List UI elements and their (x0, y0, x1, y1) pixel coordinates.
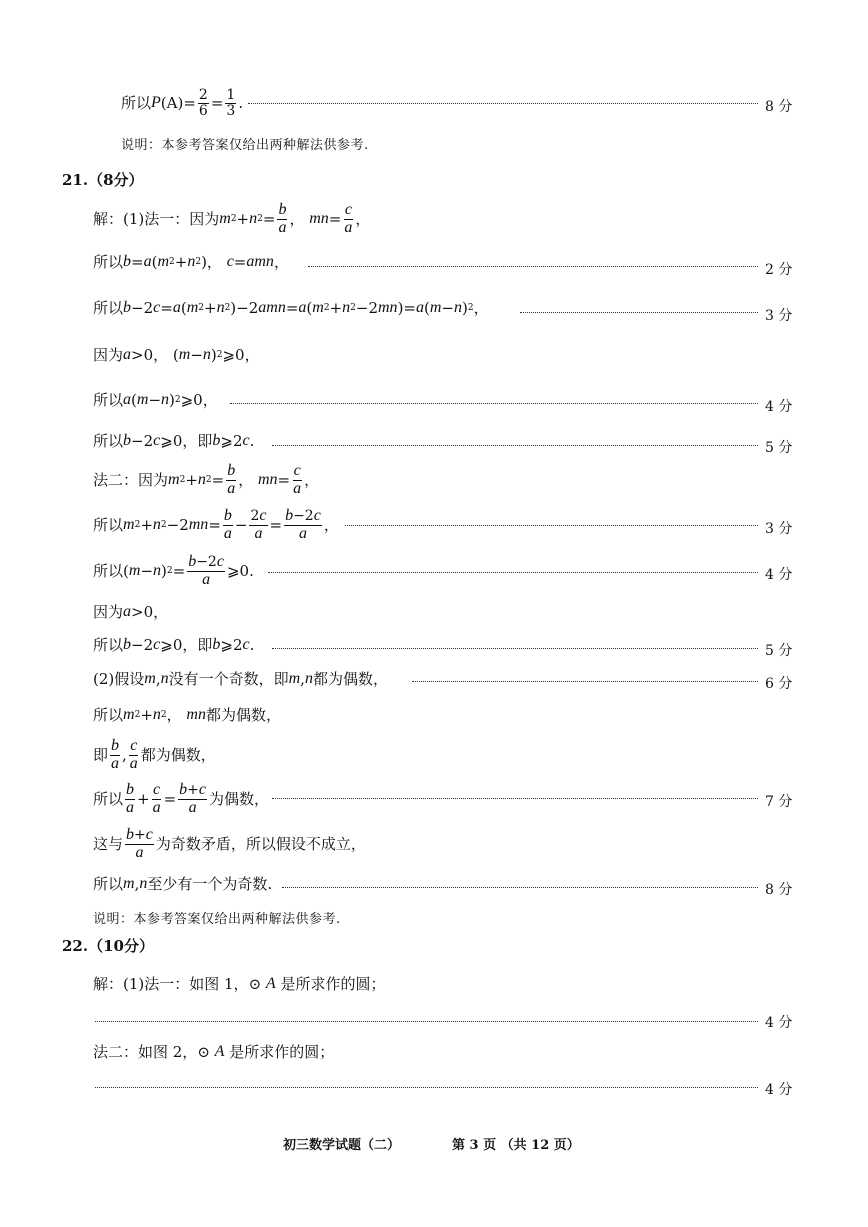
line-21-m2: 法二：因为 m 2 + n 2 = b a ， mn = c a ， (93, 462, 320, 497)
question-21-header: 21.（8分） (62, 171, 144, 189)
text: 所以 (121, 93, 152, 112)
fraction: 2 6 (198, 87, 208, 119)
note: 说明：本参考答案仅给出两种解法供参考. (93, 912, 341, 927)
line-21-2: 所以 b = a ( m 2 + n 2 )， c = amn ， (93, 252, 289, 271)
line-21-4: 因为 a >0， ( m − n ) 2 ⩾0， (93, 345, 260, 364)
score: 3 分 (765, 308, 793, 324)
fraction: b a (223, 507, 232, 542)
fraction: b a (227, 462, 236, 497)
line-21-p2c: 即 b a , c a 都为偶数， (93, 737, 216, 772)
line-22-1: 解：(1)法一：如图 1， ⊙ A 是所求作的圆； (93, 974, 386, 993)
score: 5 分 (765, 643, 793, 659)
dot-leader (268, 572, 758, 573)
fraction: b+c a (126, 826, 153, 861)
fraction: b+c a (179, 781, 207, 816)
dot-leader (95, 1087, 758, 1088)
dot-leader (272, 648, 758, 649)
line-22-2: 法二：如图 2， ⊙ A 是所求作的圆； (93, 1042, 335, 1061)
line-21-p2f: 所以 m , n 至少有一个为奇数. (93, 874, 273, 893)
footer-page: 第 3 页 （共 12 页） (452, 1138, 580, 1153)
fraction: b a (111, 737, 120, 772)
dot-leader (230, 403, 758, 404)
fraction: b−2c a (285, 507, 321, 542)
score: 4 分 (765, 1015, 793, 1031)
fraction: c a (344, 201, 353, 236)
line-21-m2d: 因为 a >0， (93, 602, 169, 621)
line-21-p2d: 所以 b a + c a = b+c a 为偶数， (93, 781, 270, 816)
dot-leader (248, 103, 758, 104)
score: 7 分 (765, 794, 793, 810)
line-21-6: 所以 b −2 c ⩾0，即 b ⩾2 c . (93, 431, 255, 450)
fraction: 2c a (250, 507, 267, 542)
dot-leader (520, 312, 758, 313)
score: 8 分 (765, 99, 793, 115)
line-21-5: 所以 a ( m − n ) 2 ⩾0， (93, 390, 218, 409)
note: 说明：本参考答案仅给出两种解法供参考. (121, 138, 369, 153)
fraction: 1 3 (226, 87, 236, 119)
line-21-m2e: 所以 b −2 c ⩾0，即 b ⩾2 c . (93, 635, 255, 654)
line-21-1: 解：(1)法一：因为 m 2 + n 2 = b a ， mn = c a ， (93, 201, 371, 236)
footer-title: 初三数学试题（二） (283, 1138, 401, 1153)
fraction: b a (126, 781, 135, 816)
score: 4 分 (765, 399, 793, 415)
line-21-m2c: 所以 ( m − n ) 2 = b−2c a ⩾0 . (93, 553, 254, 588)
dot-leader (412, 681, 758, 682)
fraction: c a (152, 781, 161, 816)
fraction: c a (129, 737, 138, 772)
score: 3 分 (765, 521, 793, 537)
fraction: c a (293, 462, 302, 497)
score: 8 分 (765, 882, 793, 898)
line-21-m2b: 所以 m 2 + n 2 −2 mn = b a − 2c a = b−2c a ， (93, 507, 339, 542)
dot-leader (308, 266, 758, 267)
question-22-header: 22.（10分） (62, 937, 154, 955)
score: 2 分 (765, 262, 793, 278)
dot-leader (272, 798, 758, 799)
dot-leader (95, 1021, 758, 1022)
score: 4 分 (765, 567, 793, 583)
prob-line: 所以 P (A)= 2 6 = 1 3 . (121, 87, 244, 119)
line-21-p2: (2)假设 m , n 没有一个奇数，即 m , n 都为偶数， (93, 669, 388, 688)
dot-leader (345, 525, 758, 526)
line-21-3: 所以 b −2 c = a ( m 2 + n 2 )−2 amn = a ( m 2 + n 2 −2 mn )= a ( m − n ) 2 ， (93, 298, 489, 317)
line-21-p2b: 所以 m 2 + n 2 ， mn 都为偶数， (93, 705, 281, 724)
dot-leader (282, 887, 758, 888)
score: 5 分 (765, 440, 793, 456)
line-21-p2e: 这与 b+c a 为奇数矛盾，所以假设不成立， (93, 826, 366, 861)
dot-leader (272, 445, 758, 446)
fraction: b−2c a (188, 553, 224, 588)
fraction: b a (278, 201, 287, 236)
score: 6 分 (765, 676, 793, 692)
score: 4 分 (765, 1082, 793, 1098)
